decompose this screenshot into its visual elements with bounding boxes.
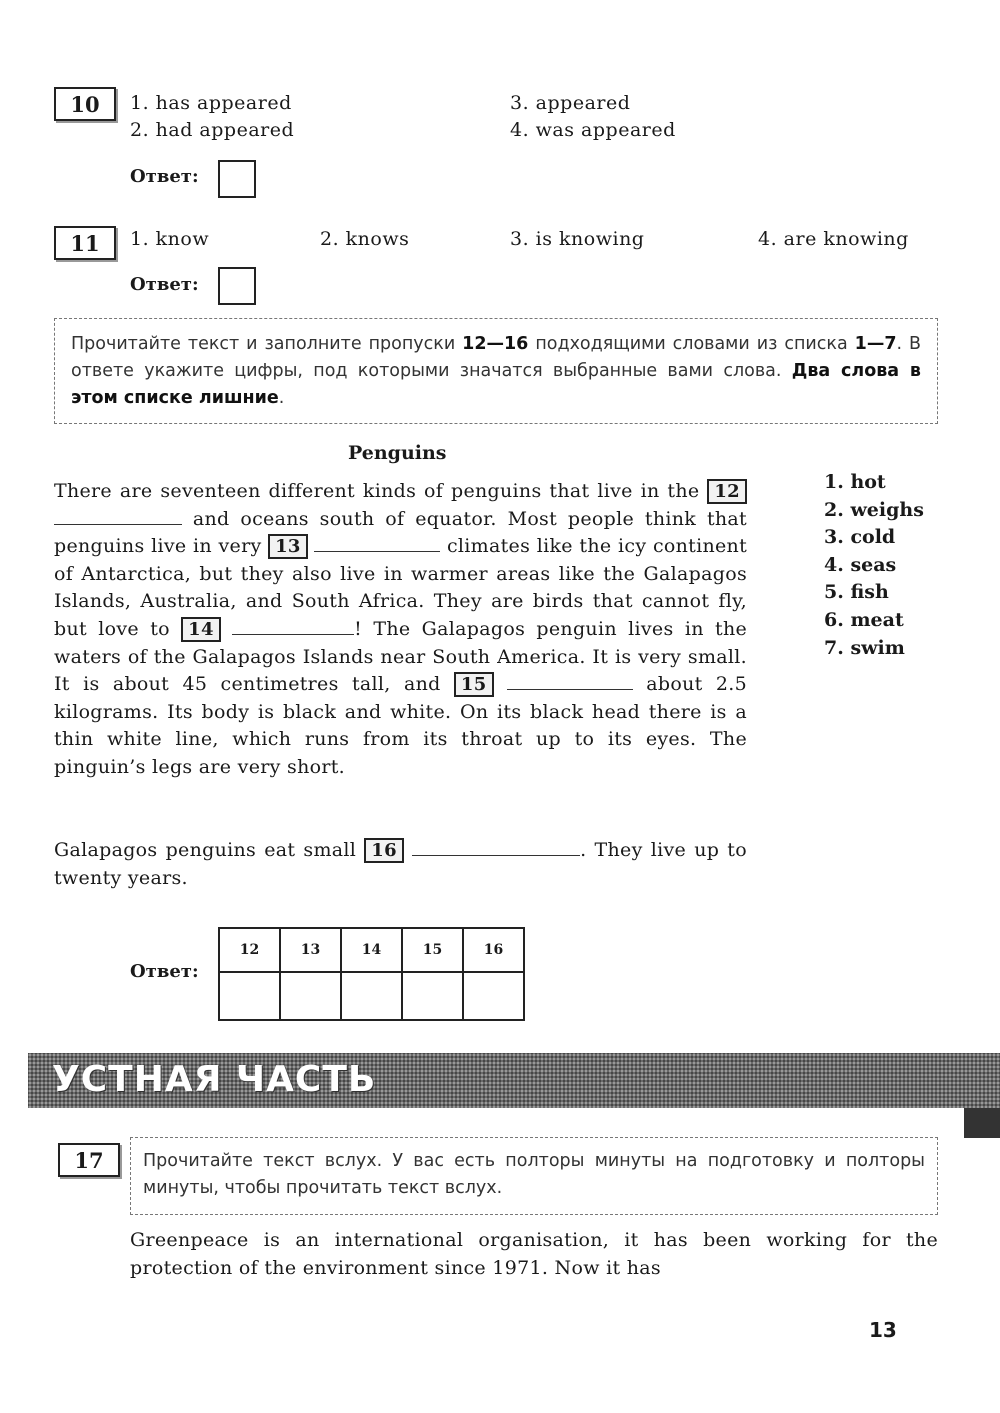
word-list-item: 4. seas (824, 553, 897, 576)
page-number: 13 (869, 1318, 897, 1342)
section-banner (28, 1053, 1000, 1108)
penguins-paragraph-1: There are seventeen different kinds of penguins that live in the 12 and oceans south of equator. Most people think that penguins live in very 13 climates like the icy continent of Antarctica, but they also live in warmer areas like the Galapagos Islands, Australia, and South Africa. They are birds that cannot fly, but love to 14 ! The Galapagos penguin lives in the waters of the Galapagos Islands near South America. It is very small. It is about 45 centimetres tall, and 15 about 2.5 kilograms. Its body is black and white. On its black head there is a thin white line, which runs from its throat up to its eyes. The pinguin’s legs are very short. (54, 480, 748, 778)
q17-text: Greenpeace is an international organisation, it has been working for the protection of the environment since 1971. Now it has (130, 1229, 938, 1279)
q10-option-3[interactable]: 3. appeared (510, 92, 631, 114)
gap-12-blank[interactable] (54, 506, 182, 525)
instruction-gap-range: 12—16 (462, 334, 529, 354)
q11-option-4[interactable]: 4. are knowing (758, 228, 909, 250)
answer-cell-15[interactable] (402, 972, 463, 1020)
instruction-text-1: Прочитайте текст и заполните пропуски (71, 334, 463, 354)
question-number-11: 11 (54, 226, 116, 260)
answer-table-label: Ответ: (130, 961, 199, 982)
instruction-box-12-16 (54, 318, 938, 424)
section-banner-title: УСТНАЯ ЧАСТЬ (52, 1059, 377, 1100)
gap-13-number: 13 (268, 534, 308, 559)
word-list-item: 3. cold (824, 526, 896, 549)
q11-answer-label: Ответ: (130, 274, 199, 295)
text-title: Penguins (348, 442, 447, 464)
q10-answer-box[interactable] (218, 160, 256, 198)
gap-15-blank[interactable] (507, 671, 633, 690)
penguins-paragraph-2: Galapagos penguins eat small 16 . They live up to twenty years. (54, 839, 747, 889)
question-number-17: 17 (58, 1143, 120, 1177)
answer-table-header: 13 (280, 928, 341, 972)
word-list-item: 6. meat (824, 608, 904, 631)
answer-cell-13[interactable] (280, 972, 341, 1020)
q10-option-1[interactable]: 1. has appeared (130, 92, 292, 114)
instruction-text-4: . (278, 388, 285, 408)
answer-table-header: 15 (402, 928, 463, 972)
q11-option-1[interactable]: 1. know (130, 228, 210, 250)
answer-cell-14[interactable] (341, 972, 402, 1020)
gap-16-number: 16 (364, 838, 404, 863)
word-list-item: 2. weighs (824, 498, 924, 521)
gap-14-blank[interactable] (232, 616, 354, 635)
q10-option-2[interactable]: 2. had appeared (130, 119, 295, 141)
word-list-item: 7. swim (824, 636, 905, 659)
answer-table-header: 12 (219, 928, 280, 972)
instruction-box-17: Прочитайте текст вслух. У вас есть полторы минуты на подготовку и полторы минуты, чтобы прочитать текст вслух. (130, 1137, 938, 1215)
instruction-text-3: . В ответе укажите цифры, под которыми значатся выбранные вами слова. (71, 334, 922, 381)
gap-12-number: 12 (707, 479, 747, 504)
q11-option-2[interactable]: 2. knows (320, 228, 410, 250)
word-list-item: 5. fish (824, 581, 889, 604)
q11-option-3[interactable]: 3. is knowing (510, 228, 645, 250)
instruction-list-range: 1—7 (854, 334, 897, 354)
gap-14-number: 14 (181, 617, 221, 642)
answer-table-header: 14 (341, 928, 402, 972)
side-tab-marker (964, 1108, 1000, 1138)
q10-answer-label: Ответ: (130, 166, 199, 187)
word-list (824, 469, 924, 662)
q10-option-4[interactable]: 4. was appeared (510, 119, 676, 141)
answer-cell-12[interactable] (219, 972, 280, 1020)
answer-cell-16[interactable] (463, 972, 524, 1020)
word-list-item: 1. hot (824, 471, 886, 493)
question-number-10: 10 (54, 87, 116, 121)
q11-answer-box[interactable] (218, 267, 256, 305)
gap-15-number: 15 (454, 672, 494, 697)
answer-table-header: 16 (463, 928, 524, 972)
gap-13-blank[interactable] (314, 533, 440, 552)
instruction-text-2: подходящими словами из списка (528, 334, 855, 354)
gap-16-blank[interactable] (412, 837, 580, 856)
answer-table (218, 927, 525, 1021)
instruction-extra-words: Два слова в этом списке лишние (71, 361, 922, 408)
